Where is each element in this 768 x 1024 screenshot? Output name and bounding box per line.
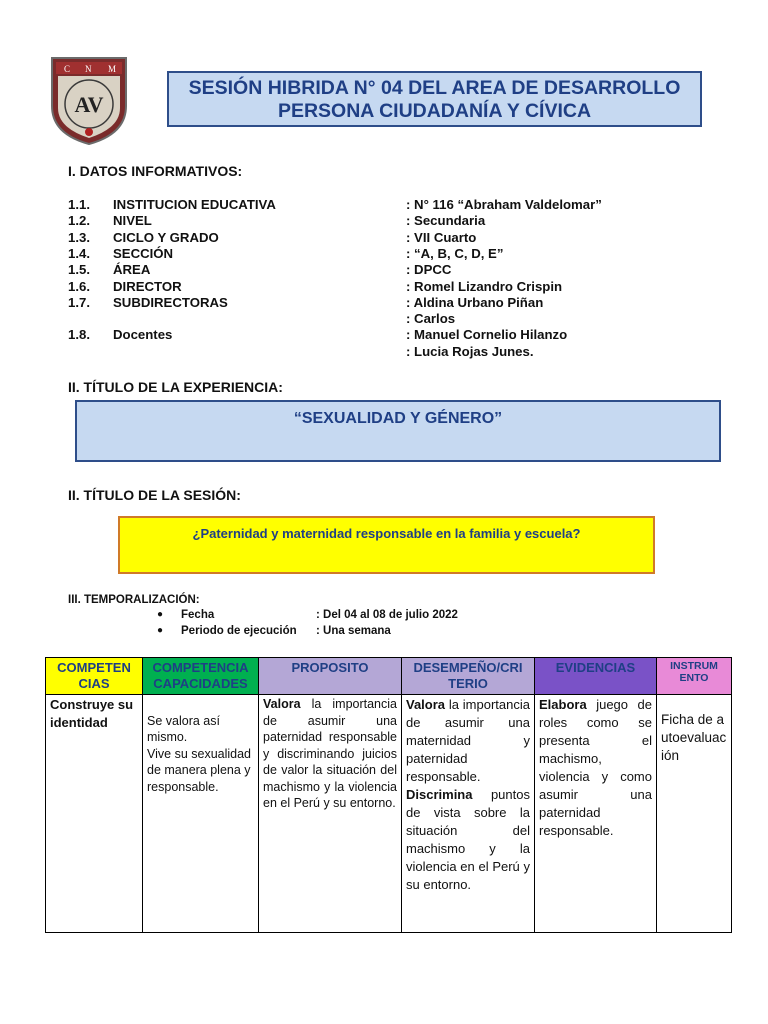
info-row-value: : N° 116 “Abraham Valdelomar” <box>406 197 602 212</box>
cell-instrumento <box>657 695 732 933</box>
section-experiencia-heading: II. TÍTULO DE LA EXPERIENCIA: <box>68 379 283 395</box>
desempeno-verb-2: Discrimina <box>406 787 473 802</box>
info-row-label: CICLO Y GRADO <box>113 229 219 245</box>
table-row <box>46 695 732 933</box>
cell-capacidades <box>143 695 259 933</box>
session-title-banner <box>167 71 702 127</box>
desempeno-text-2: puntos de vista sobre la situación del machismo y la violencia en el Perú y su entorno. <box>406 787 530 892</box>
info-row-value: : Carlos <box>406 311 456 327</box>
proposito-verb: Valora <box>263 697 301 711</box>
session-question: ¿Paternidad y maternidad responsable en la familia y escuela? <box>192 526 581 541</box>
info-row-number: 1.5. <box>68 262 90 278</box>
info-row-label: INSTITUCION EDUCATIVA <box>113 197 276 212</box>
info-row-value: : “A, B, C, D, E” <box>406 245 504 261</box>
section-sesion-heading: II. TÍTULO DE LA SESIÓN: <box>68 487 241 503</box>
info-row-label: NIVEL <box>113 213 152 229</box>
info-row-label: Docentes <box>113 327 173 343</box>
bullet-icon: ● <box>157 625 164 636</box>
title-line-1: SESIÓN HIBRIDA N° 04 DEL AREA DE DESARROLLO <box>188 77 681 99</box>
temporalizacion-value: : Del 04 al 08 de julio 2022 <box>316 609 458 621</box>
info-row-number: 1.7. <box>68 294 90 310</box>
evidencias-verb: Elabora <box>539 697 587 712</box>
svg-text:M: M <box>108 64 117 74</box>
header-desempeno: DESEMPEÑO/CRI TERIO <box>402 658 535 695</box>
info-row-value: : Aldina Urbano Piñan <box>406 294 544 310</box>
proposito-text: la importancia de asumir una paternidad responsable y discriminando juicios de valor la situación del machismo y la violencia en el Perú y su entorno. <box>263 697 397 810</box>
info-row-value: : DPCC <box>406 262 452 278</box>
info-row-label: ÁREA <box>113 262 151 278</box>
competencia-text: Construye su identidad <box>50 697 134 730</box>
experience-title-box <box>75 400 721 462</box>
temporalizacion-value: : Una semana <box>316 625 391 637</box>
school-crest-logo <box>50 56 128 146</box>
desempeno-verb-1: Valora <box>406 697 446 712</box>
instrumento-text: Ficha de autoevaluación <box>661 712 727 763</box>
evidencias-text: juego de roles como se presenta el machismo, violencia y como asumir una paternidad responsable. <box>539 697 652 838</box>
svg-text:N: N <box>85 64 92 74</box>
header-proposito: PROPOSITO <box>259 658 402 695</box>
info-row-number: 1.6. <box>68 278 90 294</box>
temporalizacion-item <box>0 625 768 641</box>
datos-informativos-list <box>0 197 768 367</box>
cell-competencia <box>46 695 143 933</box>
info-row-value: : Manuel Cornelio Hilanzo <box>406 327 568 343</box>
section-temporalizacion-heading: III. TEMPORALIZACIÓN: <box>68 594 200 606</box>
svg-text:C: C <box>64 64 71 74</box>
info-row-value: : Secundaria <box>406 213 486 229</box>
header-competencias: COMPETEN CIAS <box>46 658 143 695</box>
svg-text:AV: AV <box>74 92 104 117</box>
experience-title: “SEXUALIDAD Y GÉNERO” <box>293 410 503 427</box>
section-datos-heading: I. DATOS INFORMATIVOS: <box>68 163 243 179</box>
info-row-value: : Romel Lizandro Crispin <box>406 278 563 294</box>
cell-proposito <box>259 695 402 933</box>
competencias-table <box>45 657 732 933</box>
temporalizacion-item <box>0 609 768 625</box>
info-row-number: 1.4. <box>68 245 90 261</box>
info-row-label: SECCIÓN <box>113 245 174 261</box>
header-evidencias: EVIDENCIAS <box>535 658 657 695</box>
info-row-number: 1.8. <box>68 327 90 343</box>
info-row-number: 1.3. <box>68 229 90 245</box>
header-instrumento: INSTRUM ENTO <box>657 658 732 695</box>
temporalizacion-label: Periodo de ejecución <box>181 625 297 637</box>
info-row-value: : VII Cuarto <box>406 229 477 245</box>
desempeno-text-1: la importancia de asumir una maternidad y paternidad responsable. <box>406 697 530 784</box>
temporalizacion-list <box>0 609 768 643</box>
capacidades-text: Se valora así mismo. Vive su sexualidad de manera plena y responsable. <box>147 713 252 794</box>
cell-evidencias <box>535 695 657 933</box>
info-row-number: 1.1. <box>68 197 90 212</box>
info-row-label: SUBDIRECTORAS <box>113 294 228 310</box>
session-question-box <box>118 516 655 574</box>
table-header-row <box>46 658 732 695</box>
info-row-value: : Lucia Rojas Junes. <box>406 343 534 359</box>
temporalizacion-label: Fecha <box>181 609 215 621</box>
bullet-icon: ● <box>157 609 164 620</box>
cell-desempeno <box>402 695 535 933</box>
header-capacidades: COMPETENCIA CAPACIDADES <box>143 658 259 695</box>
title-line-2: PERSONA CIUDADANÍA Y CÍVICA <box>277 100 592 122</box>
info-row-label: DIRECTOR <box>113 278 182 294</box>
info-row-number: 1.2. <box>68 213 90 229</box>
